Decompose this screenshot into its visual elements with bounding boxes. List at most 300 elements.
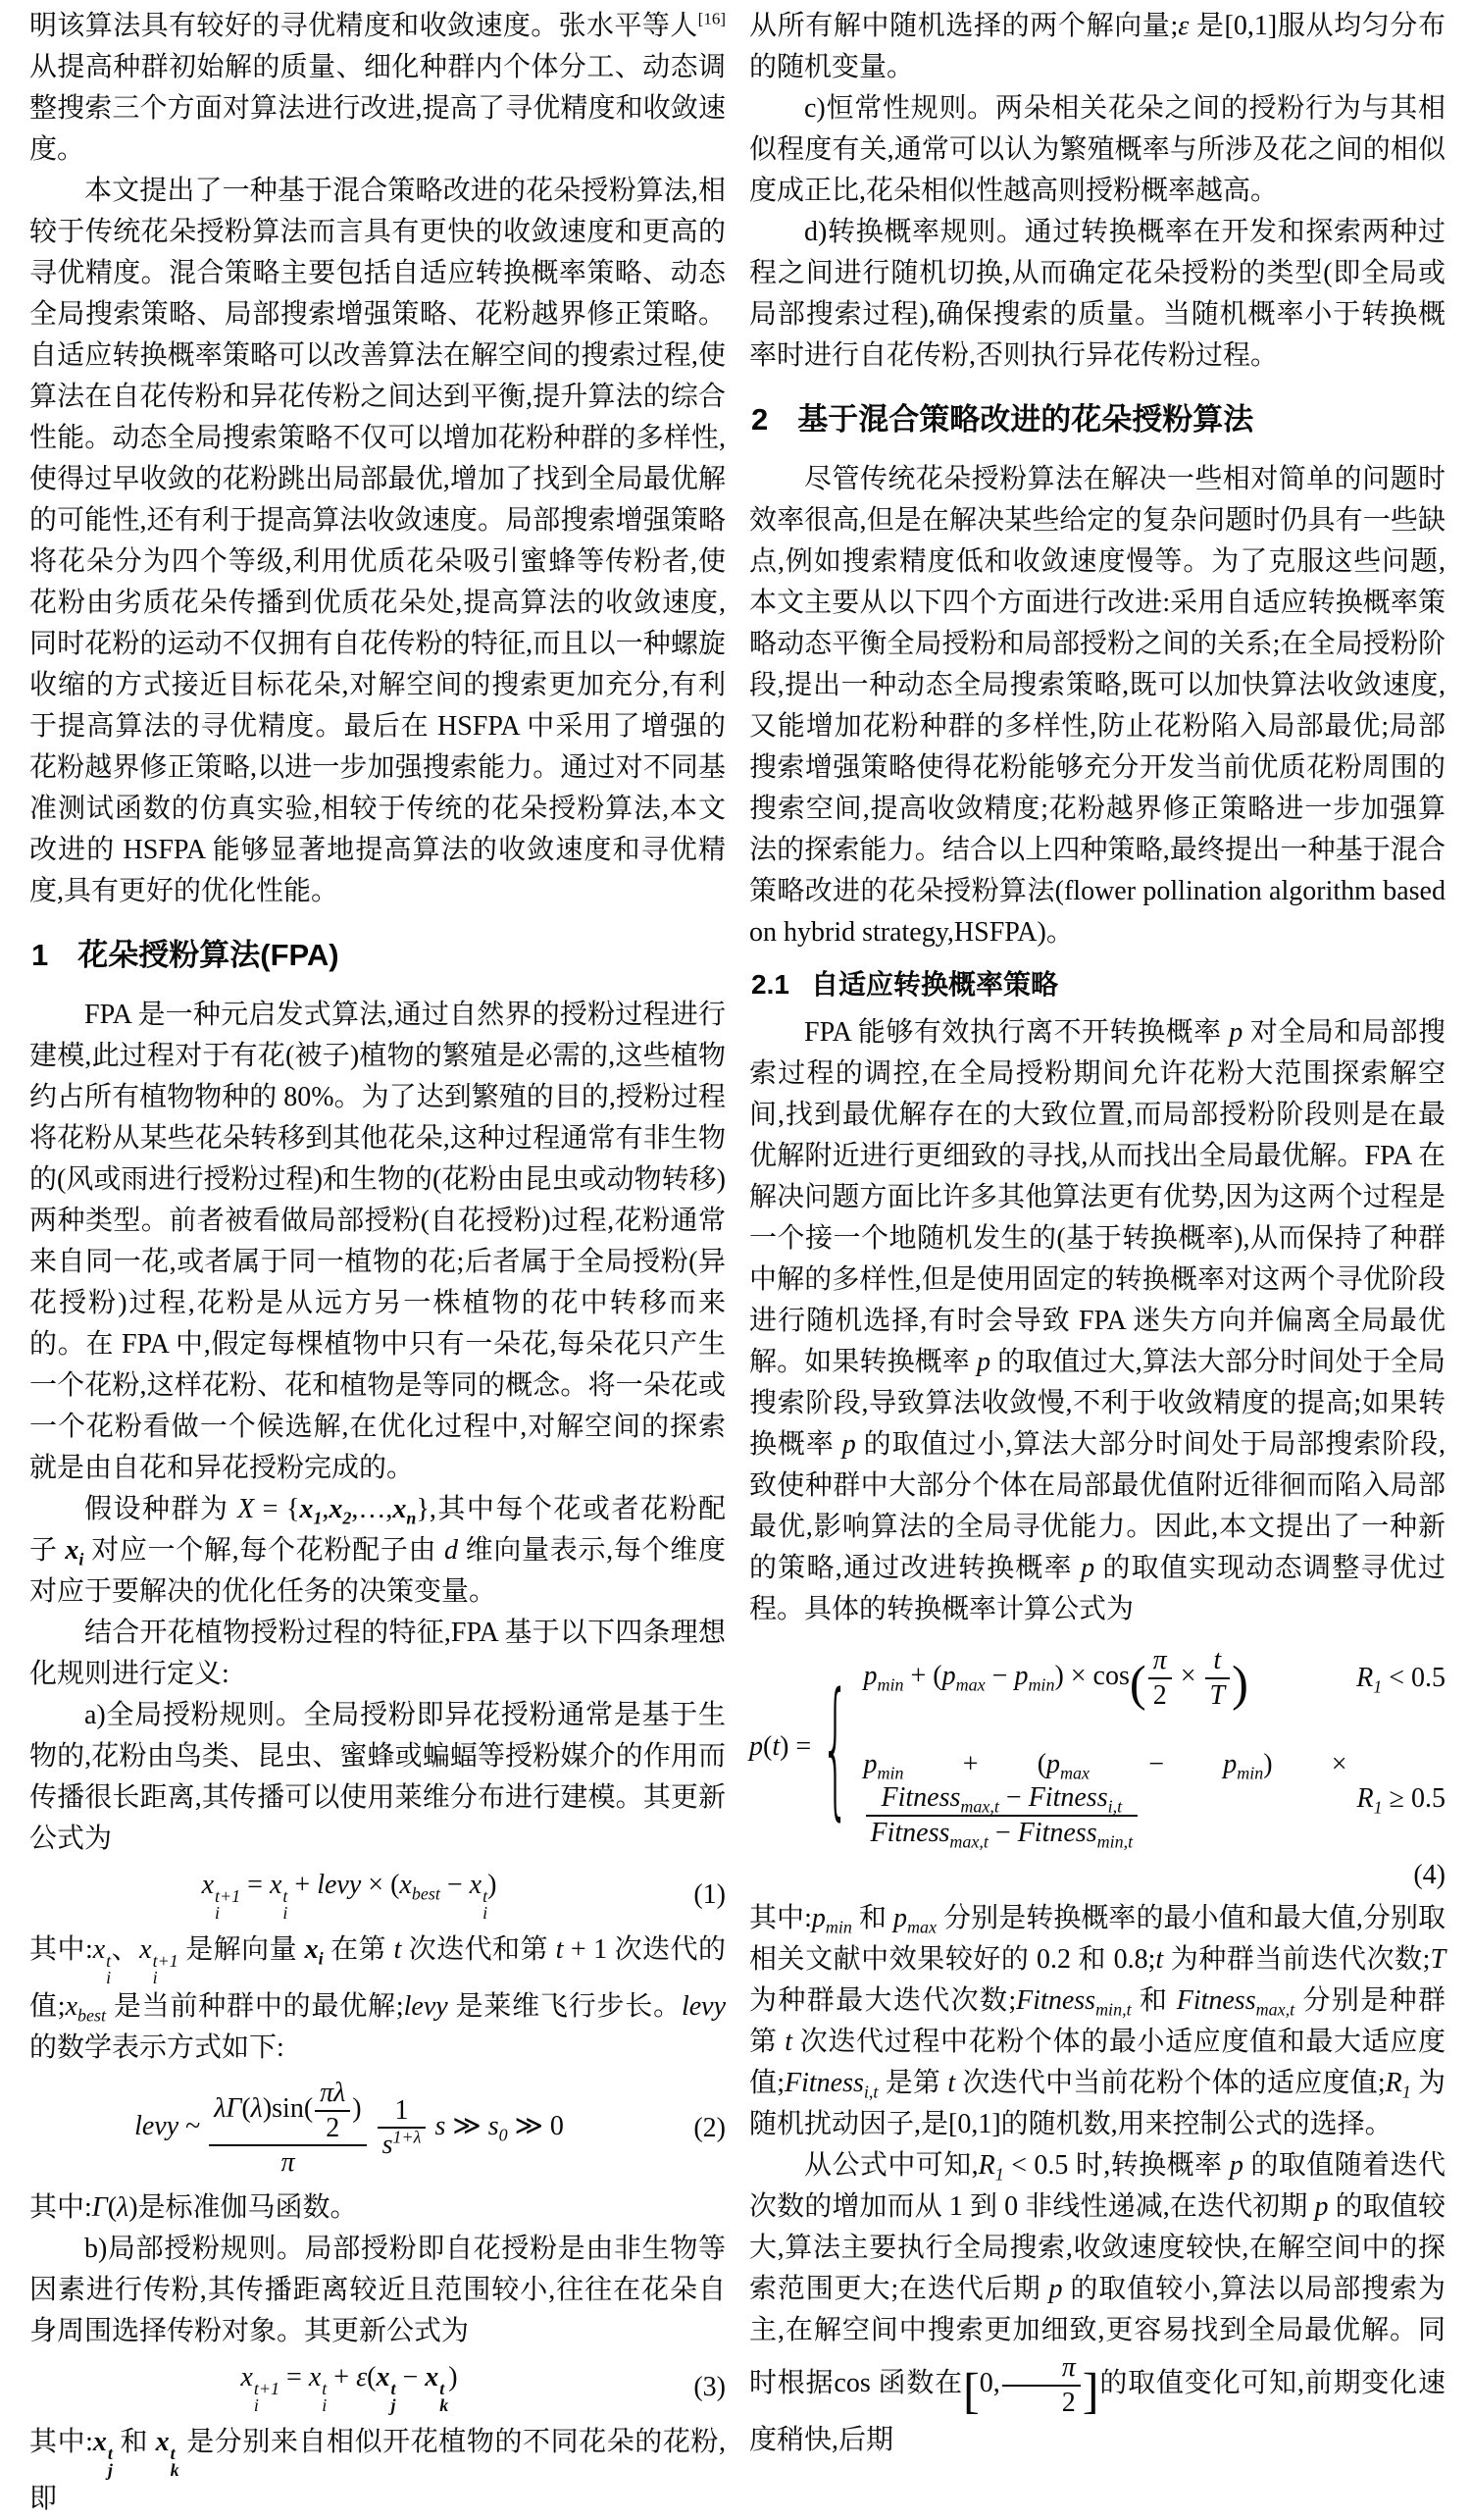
math-var-symbol: t (947, 2068, 956, 2099)
text-run: 是当前种群中的最优解; (106, 1991, 404, 2022)
math-var-symbol: t (393, 1934, 402, 1965)
math-sup: t (170, 2443, 176, 2463)
math-sub: 1 (1401, 2082, 1411, 2102)
math-supsub (215, 1888, 240, 1922)
math-var-symbol: s (434, 2110, 446, 2141)
paragraph (749, 212, 1446, 377)
math-var-symbol: p (749, 1731, 763, 1763)
text-run: + ( (903, 1749, 1047, 1780)
fraction-numerator (378, 2094, 427, 2130)
math-var-symbol: x (329, 1494, 343, 1524)
paragraph (749, 1012, 1446, 1630)
text-run: < 0.5 时,转换概率 (1003, 2150, 1230, 2182)
text-run: 的取值较大,算法主要执行全局搜索,收敛速度较快,在解空间中的探索范围更大;在迭代后期 (749, 2191, 1446, 2305)
math-fraction (866, 1781, 1139, 1852)
bracket: ) (1232, 1656, 1248, 1712)
math-sub: i (78, 1549, 84, 1569)
math-var-symbol: ε (356, 2361, 368, 2392)
fraction-numerator (1205, 1644, 1231, 1679)
text-run: ( (107, 2191, 118, 2223)
math-var (487, 2110, 508, 2145)
text-run: 2 (326, 2112, 340, 2143)
math-var (978, 2150, 1004, 2185)
case-row (864, 1644, 1446, 1712)
math-sub: min,t (1095, 1999, 1132, 2020)
math-sub: i (482, 1903, 488, 1923)
math-sub: i (318, 1948, 324, 1969)
math-var (1153, 1645, 1167, 1675)
heading-title: 基于混合策略改进的花朵授粉算法 (797, 402, 1254, 437)
fraction-numerator (866, 1781, 1139, 1817)
text-run: = { (254, 1494, 300, 1524)
math-sub: 0 (498, 2125, 508, 2145)
math-var-symbol: x (425, 2361, 439, 2392)
math-var-symbol: p (941, 1661, 956, 1692)
text-run: FPA 是一种元启发式算法,通过自然界的授粉过程进行建模,此过程对于有花(被子)植物的繁殖是必需的,这些植物约占所有植物物种的 80%。为了达到繁殖的目的,授粉过程将花粉从某些花朵转移到其他花朵,这种过程通常有非生物的(风或雨进行授粉过程)和生物的(花粉由昆虫或动物转移)两种类型。前者被看做局部授粉(自花授粉)过程,花粉通常来自同一花,或者属于同一植物的花;后者属于全局授粉(异花授粉)过程,花粉是从远方另一株植物的花中转移而来的。在 FPA 中,假定每棵植物中只有一朵花,每朵花只产生一个花粉,这样花粉、花和植物是等同的概念。将一朵花或一个花粉看做一个候选解,在优化过程中,对解空间的探索就是由自花和异花授粉完成的。 (29, 1000, 726, 1483)
text-run: 其中: (29, 2191, 92, 2223)
equation-number-text: (4) (1413, 1860, 1446, 1891)
fraction-numerator (1148, 1644, 1172, 1679)
math-supsub (171, 2445, 179, 2479)
bracket: [ (962, 2363, 980, 2419)
text-run: 分别是种群第 (749, 1985, 1446, 2058)
text-run: 的取值过大,算法大部分时间处于全局搜索阶段,导致算法收敛慢,不利于收敛精度的提高;如果转换概率 (749, 1347, 1446, 1460)
math-var-symbol: X (237, 1494, 255, 1524)
math-var (1385, 2068, 1411, 2102)
math-var (785, 2068, 879, 2102)
math-var (1356, 1782, 1383, 1818)
math-sub: best (77, 2005, 107, 2026)
math-sub: min (825, 1917, 852, 1937)
right-column (749, 6, 1446, 2455)
text-run: ) × (1263, 1749, 1347, 1780)
math-sub: i (152, 1968, 158, 1987)
math-var-symbol: λΓ (214, 2093, 242, 2125)
math-sub: max (955, 1674, 986, 1695)
math-var-symbol: Fitness (785, 2068, 864, 2099)
math-sup: t (106, 1951, 112, 1971)
math-var (1176, 1985, 1295, 2020)
math-var-symbol: p (1314, 2191, 1329, 2223)
heading-number: 2.1 (751, 969, 789, 1000)
text-run: 从公式中可知, (804, 2150, 979, 2182)
math-sub: max,t (949, 1831, 989, 1852)
text-run: )是标准伽马函数。 (128, 2191, 358, 2223)
math-fraction (378, 2094, 427, 2162)
text-run: 本文提出了一种基于混合策略改进的花朵授粉算法,相较于传统花朵授粉算法而言具有更快的收敛速度和更高的寻优精度。混合策略主要包括自适应转换概率策略、动态全局搜索策略、局部搜索增强策略、花粉越界修正策略。自适应转换概率策略可以改善算法在解空间的搜索过程,使算法在自花传粉和异花传粉之间达到平衡,提升算法的综合性能。动态全局搜索策略不仅可以增加花粉种群的多样性,使得过早收敛的花粉跳出局部最优,增加了找到全局最优解的可能性,还有利于提高算法收敛速度。局部搜索增强策略将花朵分为四个等级,利用优质花朵吸引蜜蜂等传粉者,使花粉由劣质花朵传播到优质花朵处,提高算法的收敛速度,同时花粉的运动不仅拥有自花传粉的特征,而且以一种螺旋收缩的方式接近目标花朵,对解空间的搜索更加充分,有利于提高算法的寻优精度。最后在 HSFPA 中采用了增强的花粉越界修正策略,以进一步加强搜索能力。通过对不同基准测试函数的仿真实验,相较于传统的花朵授粉算法,本文改进的 HSFPA 能够显著地提高算法的收敛速度和寻优精度,具有更好的优化性能。 (29, 176, 726, 906)
math-sup: t+1 (253, 2378, 280, 2398)
math-var-symbol: t (1213, 1645, 1222, 1675)
math-sub: 2 (342, 1508, 352, 1528)
math-sub: best (411, 1883, 440, 1904)
math-var-symbol: x (376, 2361, 390, 2392)
math-sub: i (106, 1968, 112, 1987)
text-run: 的数学表示方式如下: (29, 2032, 284, 2063)
math-var-symbol: Γ (91, 2191, 108, 2223)
paragraph (29, 1489, 726, 1613)
fraction-denominator (1148, 1679, 1172, 1713)
paragraph (29, 995, 726, 1489)
math-var-symbol: λ (117, 2191, 129, 2223)
math-var (92, 2192, 108, 2223)
math-var (376, 2361, 396, 2415)
math-var (1049, 2274, 1063, 2304)
reference-superscript: [16] (697, 9, 726, 28)
text-run: 的取值过小,算法大部分时间处于局部搜索阶段,致使种群中大部分个体在局部最优值附近徘徊而陷入局部最优,影响算法的全局寻优能力。因此,本文提出了一种新的策略,通过改进转换概率 (749, 1429, 1446, 1583)
text-run: 的取值较小,算法以局部搜索为主,在解空间中搜索更加细致,更容易找到全局最优解。同时根据cos 函数在 (749, 2274, 1446, 2399)
math-sub: max,t (1255, 1999, 1295, 2020)
math-var-symbol: p (863, 1749, 878, 1780)
equation-body (749, 1644, 1446, 1852)
text-run: ) (352, 2093, 362, 2125)
math-var-symbol: λ (250, 2093, 263, 2125)
text-run: ,…, (351, 1494, 393, 1524)
math-var-symbol: p (1229, 2150, 1243, 2182)
text-run: 在第 (323, 1934, 394, 1965)
math-var-symbol: p (841, 1429, 856, 1460)
math-var-symbol: π (1152, 1645, 1167, 1675)
math-var-symbol: R (978, 2150, 995, 2182)
math-var (317, 1870, 361, 1900)
text-run: a)全局授粉规则。全局授粉即异花授粉通常是基于生物的,花粉由鸟类、昆虫、蜜蜂或蝙蝠等授粉媒介的作用而传播很长距离,其传播可以使用莱维分布进行建模。其更新公式为 (29, 1700, 726, 1854)
text-run: 维向量表示,每个维度对应于要解决的优化任务的决策变量。 (29, 1535, 726, 1607)
text-run: 尽管传统花朵授粉算法在解决一些相对简单的问题时效率很高,但是在解决某些给定的复杂问题时仍具有一些缺点,例如搜索精度低和收敛速度慢等。为了克服这些问题,本文主要从以下四个方面进行改进:采用自适应转换概率策略动态平衡全局授粉和局部授粉之间的关系;在全局授粉阶段,提出一种动态全局搜索策略,既可以加快算法收敛速度,又能增加花粉种群的多样性,防止花粉陷入局部最优;局部搜索增强策略使得花粉能够充分开发当前优质花粉周围的搜索空间,提高收敛精度;花粉越界修正策略进一步加强算法的探索能力。结合以上四种策略,最终提出一种基于混合策略改进的花朵授粉算法(flower pollination algorithm based on hybrid strategy,HSFPA)。 (749, 464, 1446, 948)
math-var-symbol: T (1209, 1679, 1226, 1711)
math-var (214, 2093, 241, 2124)
text-run: 和 (851, 1903, 894, 1934)
text-run: − (1090, 1749, 1224, 1780)
math-var-symbol: x (65, 1535, 79, 1566)
equation-number: (3) (693, 2371, 726, 2402)
math-var (1178, 11, 1189, 41)
text-run: ( (367, 2361, 377, 2392)
math-fraction (1205, 1644, 1231, 1712)
math-sup: t (282, 1886, 288, 1906)
math-sub: min (877, 1763, 904, 1783)
math-var (201, 1870, 241, 1923)
text-run: 和 (1131, 1985, 1177, 2017)
math-var-symbol: p (811, 1903, 826, 1934)
paragraph (749, 2145, 1446, 2460)
equation-body (29, 2077, 669, 2180)
math-var (772, 1731, 780, 1762)
math-var-symbol: levy (681, 1991, 727, 2022)
math-var-symbol: π (280, 2147, 295, 2179)
math-var (299, 1494, 323, 1528)
math-var-symbol: s (487, 2110, 499, 2141)
text-run: 从所有解中随机选择的两个解向量; (749, 11, 1179, 41)
math-var-symbol: Fitness (1028, 1782, 1108, 1814)
math-var-symbol: t (785, 2027, 793, 2058)
math-var (1315, 2191, 1329, 2222)
section-heading (31, 936, 726, 975)
text-run: − (985, 1661, 1015, 1692)
math-var (240, 2361, 280, 2415)
math-var (1229, 1017, 1243, 1048)
paragraph (29, 1613, 726, 1695)
equation-number (749, 1855, 1446, 1896)
math-var-symbol: R (1385, 2068, 1402, 2099)
math-var-symbol: s (381, 2130, 393, 2161)
equation (29, 2077, 726, 2180)
math-var-symbol: x (92, 2426, 107, 2457)
math-var-symbol: x (92, 1934, 106, 1965)
math-var (1016, 1985, 1132, 2020)
paragraph (29, 2229, 726, 2352)
math-var (92, 2426, 113, 2480)
math-sup: t (439, 2378, 445, 2398)
math-var (329, 1494, 352, 1528)
math-var (469, 1870, 488, 1923)
math-sub: i (215, 1903, 221, 1923)
math-sub: n (406, 1508, 417, 1528)
equation (29, 1868, 726, 1922)
math-var (308, 2361, 328, 2415)
section-heading (751, 400, 1446, 439)
math-var-symbol: π (1061, 2352, 1076, 2384)
math-var (863, 1661, 904, 1695)
text-run: − (439, 1870, 470, 1900)
math-sup: t+1 (152, 1951, 178, 1971)
math-var (1230, 2150, 1243, 2181)
math-var-symbol: d (443, 1535, 458, 1566)
math-sub: min,t (1096, 1831, 1134, 1852)
bracket: ] (1082, 2363, 1099, 2419)
equation-body (29, 2360, 669, 2414)
math-var-symbol: p (893, 1903, 908, 1934)
math-var-symbol: levy (134, 2110, 179, 2141)
text-run: 的取值变化可知,前期变化速度稍快,后期 (749, 2368, 1446, 2455)
math-var (842, 1429, 856, 1460)
text-run: )sin( (262, 2093, 314, 2125)
math-var (356, 2362, 367, 2392)
math-var (1210, 1680, 1226, 1711)
math-var-symbol: x (308, 2361, 322, 2392)
text-run: ) × cos (1054, 1661, 1130, 1692)
text-run: × ( (361, 1870, 400, 1900)
math-var (92, 1934, 112, 1987)
math-var-symbol: R (1356, 1663, 1374, 1694)
math-var (1062, 2352, 1076, 2383)
math-sub: 1 (313, 1508, 323, 1528)
case-expression (864, 1644, 1248, 1712)
text-run: 次迭代过程中花粉个体的最小适应度值和最大适应度值; (749, 2027, 1446, 2099)
math-var (682, 1991, 726, 2022)
text-run: 明该算法具有较好的寻优精度和收敛速度。张水平等人 (29, 11, 698, 41)
text-run: ~ (178, 2110, 208, 2141)
math-var-symbol: Fitness (870, 1817, 950, 1848)
math-sub: j (390, 2394, 396, 2415)
section-heading (751, 967, 1446, 1003)
math-var-symbol: Fitness (881, 1782, 961, 1814)
paragraph (749, 6, 1446, 88)
text-run: − (998, 1782, 1029, 1814)
text-run: 结合开花植物授粉过程的特征,FPA 基于以下四条理想化规则进行定义: (29, 1618, 726, 1689)
fraction-denominator (1002, 2387, 1081, 2420)
equation-body (29, 1868, 669, 1922)
text-run: 为随机扰动因子,是[0,1]的随机数,用来控制公式的选择。 (749, 2068, 1446, 2140)
text-run: − (988, 1817, 1018, 1848)
text-run: b)局部授粉规则。局部授粉即自花授粉是由非生物等因素进行传粉,其传播距离较近且范围较小,往往在花朵自身周围选择传粉对象。其更新公式为 (29, 2233, 726, 2346)
math-sub: 1 (1373, 1797, 1383, 1818)
equation-number: (1) (693, 1879, 726, 1910)
math-sub: min (1237, 1763, 1264, 1783)
math-var-symbol: R (1356, 1782, 1374, 1814)
text-run: 次迭代中当前花粉个体的适应度值; (955, 2068, 1386, 2099)
heading-number: 1 (31, 938, 49, 972)
text-run: ) (487, 1870, 497, 1900)
math-var-symbol: x (304, 1934, 319, 1965)
math-var (1213, 1645, 1221, 1675)
fraction-numerator (209, 2077, 366, 2146)
math-fraction (1002, 2351, 1081, 2419)
math-var-symbol: t (555, 1934, 564, 1965)
bracket: ( (1129, 1656, 1146, 1712)
text-run: 1 (394, 2094, 409, 2126)
text-run: 其中: (29, 1934, 93, 1965)
text-run: 是分别来自相似开花植物的不同花朵的花粉,即 (29, 2426, 726, 2514)
text-run: },其中每个花或者花粉配子 (29, 1494, 726, 1566)
math-var (811, 1903, 852, 1937)
math-var (444, 1535, 458, 1566)
math-var (1046, 1749, 1091, 1783)
math-var-symbol: levy (317, 1870, 362, 1900)
math-sup: 1+λ (392, 2128, 422, 2148)
math-var (977, 1347, 990, 1377)
text-run: = (279, 2361, 309, 2392)
math-var (280, 2147, 294, 2178)
text-run: 2 (1061, 2387, 1076, 2418)
text-run: 其中: (749, 1903, 812, 1934)
equation (29, 2360, 726, 2414)
math-sub: i (322, 2394, 328, 2415)
text-run: = (240, 1870, 270, 1900)
math-var-symbol: levy (403, 1991, 448, 2022)
math-supsub (253, 2378, 280, 2415)
math-var (1430, 1944, 1446, 1975)
cases-brace: { (821, 1659, 850, 1834)
math-var-symbol: πλ (320, 2078, 346, 2108)
math-var-symbol: Fitness (1017, 1817, 1097, 1848)
case-condition (1346, 1661, 1446, 1695)
math-sup: t (107, 2443, 113, 2463)
math-var-symbol: p (1223, 1749, 1238, 1780)
math-sub: i,t (1107, 1796, 1123, 1817)
math-var-symbol: Fitness (1176, 1985, 1256, 2017)
text-run: 为种群最大迭代次数; (749, 1985, 1017, 2017)
math-var-symbol: x (469, 1870, 482, 1900)
text-run: 是莱维飞行步长。 (447, 1991, 682, 2022)
text-run: 是解向量 (178, 1934, 305, 1965)
math-sub: j (107, 2459, 113, 2480)
left-column (29, 6, 727, 2514)
math-var (251, 2093, 263, 2124)
math-var (237, 1494, 254, 1524)
math-sup: t (390, 2378, 396, 2398)
math-var-symbol: ε (1178, 11, 1190, 41)
fraction-denominator (315, 2112, 350, 2145)
math-sub: max,t (960, 1796, 999, 1817)
math-var-symbol: x (65, 1991, 78, 2022)
text-run: 对应一个解,每个花粉配子由 (83, 1535, 444, 1566)
text-run: + 1 次迭代的值; (29, 1934, 726, 2022)
math-var (382, 2130, 422, 2160)
math-var (65, 1535, 84, 1569)
text-run: ≫ (445, 2110, 488, 2141)
text-run: 是[0,1]服从均匀分布的随机变量。 (749, 11, 1446, 82)
text-run (369, 2111, 376, 2141)
math-sub: 1 (1373, 1676, 1383, 1697)
math-var-symbol: t (772, 1731, 781, 1763)
text-run: 是第 (878, 2068, 948, 2099)
math-var-symbol: p (1046, 1749, 1061, 1780)
text-run: 为种群当前迭代次数; (1163, 1944, 1431, 1976)
math-var (392, 1494, 417, 1528)
heading-number: 2 (751, 402, 769, 437)
text-run: + (287, 1870, 318, 1900)
math-sub: i (253, 2394, 259, 2415)
math-var (117, 2192, 128, 2223)
math-var (425, 2361, 449, 2415)
math-var-symbol: p (1229, 1017, 1243, 1048)
math-var-symbol: p (977, 1347, 991, 1377)
text-run: 分别是转换概率的最小值和最大值,分别取相关文献中效果较好的 0.2 和 0.8; (749, 1903, 1446, 1976)
text-run: 2 (1152, 1679, 1167, 1711)
math-var (863, 1749, 904, 1783)
text-run: 、 (111, 1934, 140, 1965)
text-run: − (395, 2361, 426, 2392)
math-var-symbol: p (863, 1661, 878, 1692)
case-expression (863, 1747, 1347, 1852)
math-var-symbol: x (399, 1870, 412, 1900)
text-run: 对全局和局部搜索过程的调控,在全局授粉期间允许花粉大范围探索解空间,找到最优解存在的大致位置,而局部授粉阶段则是在最优解附近进行更细致的寻找,从而找出全局最优解。FPA 在解决问题方面比许多其他算法更有优势,因为这两个过程是一个接一个地随机发生的(基于转换概率),从而保持了种群中解的多样性,但是使用固定的转换概率对这两个寻优阶段进行随机选择,有时会导致 FPA 迷失方向并偏离全局最优解。如果转换概率 (749, 1017, 1446, 1377)
math-var (1017, 1817, 1134, 1852)
math-sub: k (439, 2394, 449, 2415)
math-var (139, 1934, 178, 1987)
text-run: + ( (903, 1661, 942, 1692)
math-sup: t (322, 2378, 328, 2398)
math-var (404, 1991, 448, 2022)
math-supsub (153, 1953, 178, 1986)
math-var-symbol: Fitness (1016, 1985, 1096, 2017)
paragraph (749, 1898, 1446, 2145)
fraction-numerator (315, 2077, 350, 2112)
equation (749, 1644, 1446, 1852)
math-var-symbol: p (1081, 1553, 1095, 1583)
math-var (1028, 1782, 1123, 1817)
paragraph (29, 171, 726, 912)
math-sub: max (907, 1917, 938, 1937)
heading-title: 花朵授粉算法(FPA) (77, 938, 339, 972)
math-var (893, 1903, 938, 1937)
text-run: 假设种群为 (84, 1494, 238, 1524)
math-var-symbol: p (1048, 2274, 1063, 2305)
math-fraction (315, 2077, 350, 2144)
paragraph (749, 459, 1446, 953)
math-sub: min (1028, 1674, 1055, 1695)
text-run: 的取值实现动态调整寻优过程。具体的转换概率计算公式为 (749, 1553, 1446, 1624)
math-var (399, 1870, 440, 1904)
text-run: + (327, 2361, 357, 2392)
math-sub: k (170, 2459, 179, 2480)
math-var (304, 1934, 324, 1969)
math-var (1356, 1663, 1383, 1697)
math-var (941, 1661, 986, 1695)
paragraph (29, 6, 726, 171)
text-run: ( (241, 2093, 251, 2125)
text-run: ≫ 0 (507, 2110, 564, 2141)
case-rows (863, 1644, 1446, 1852)
